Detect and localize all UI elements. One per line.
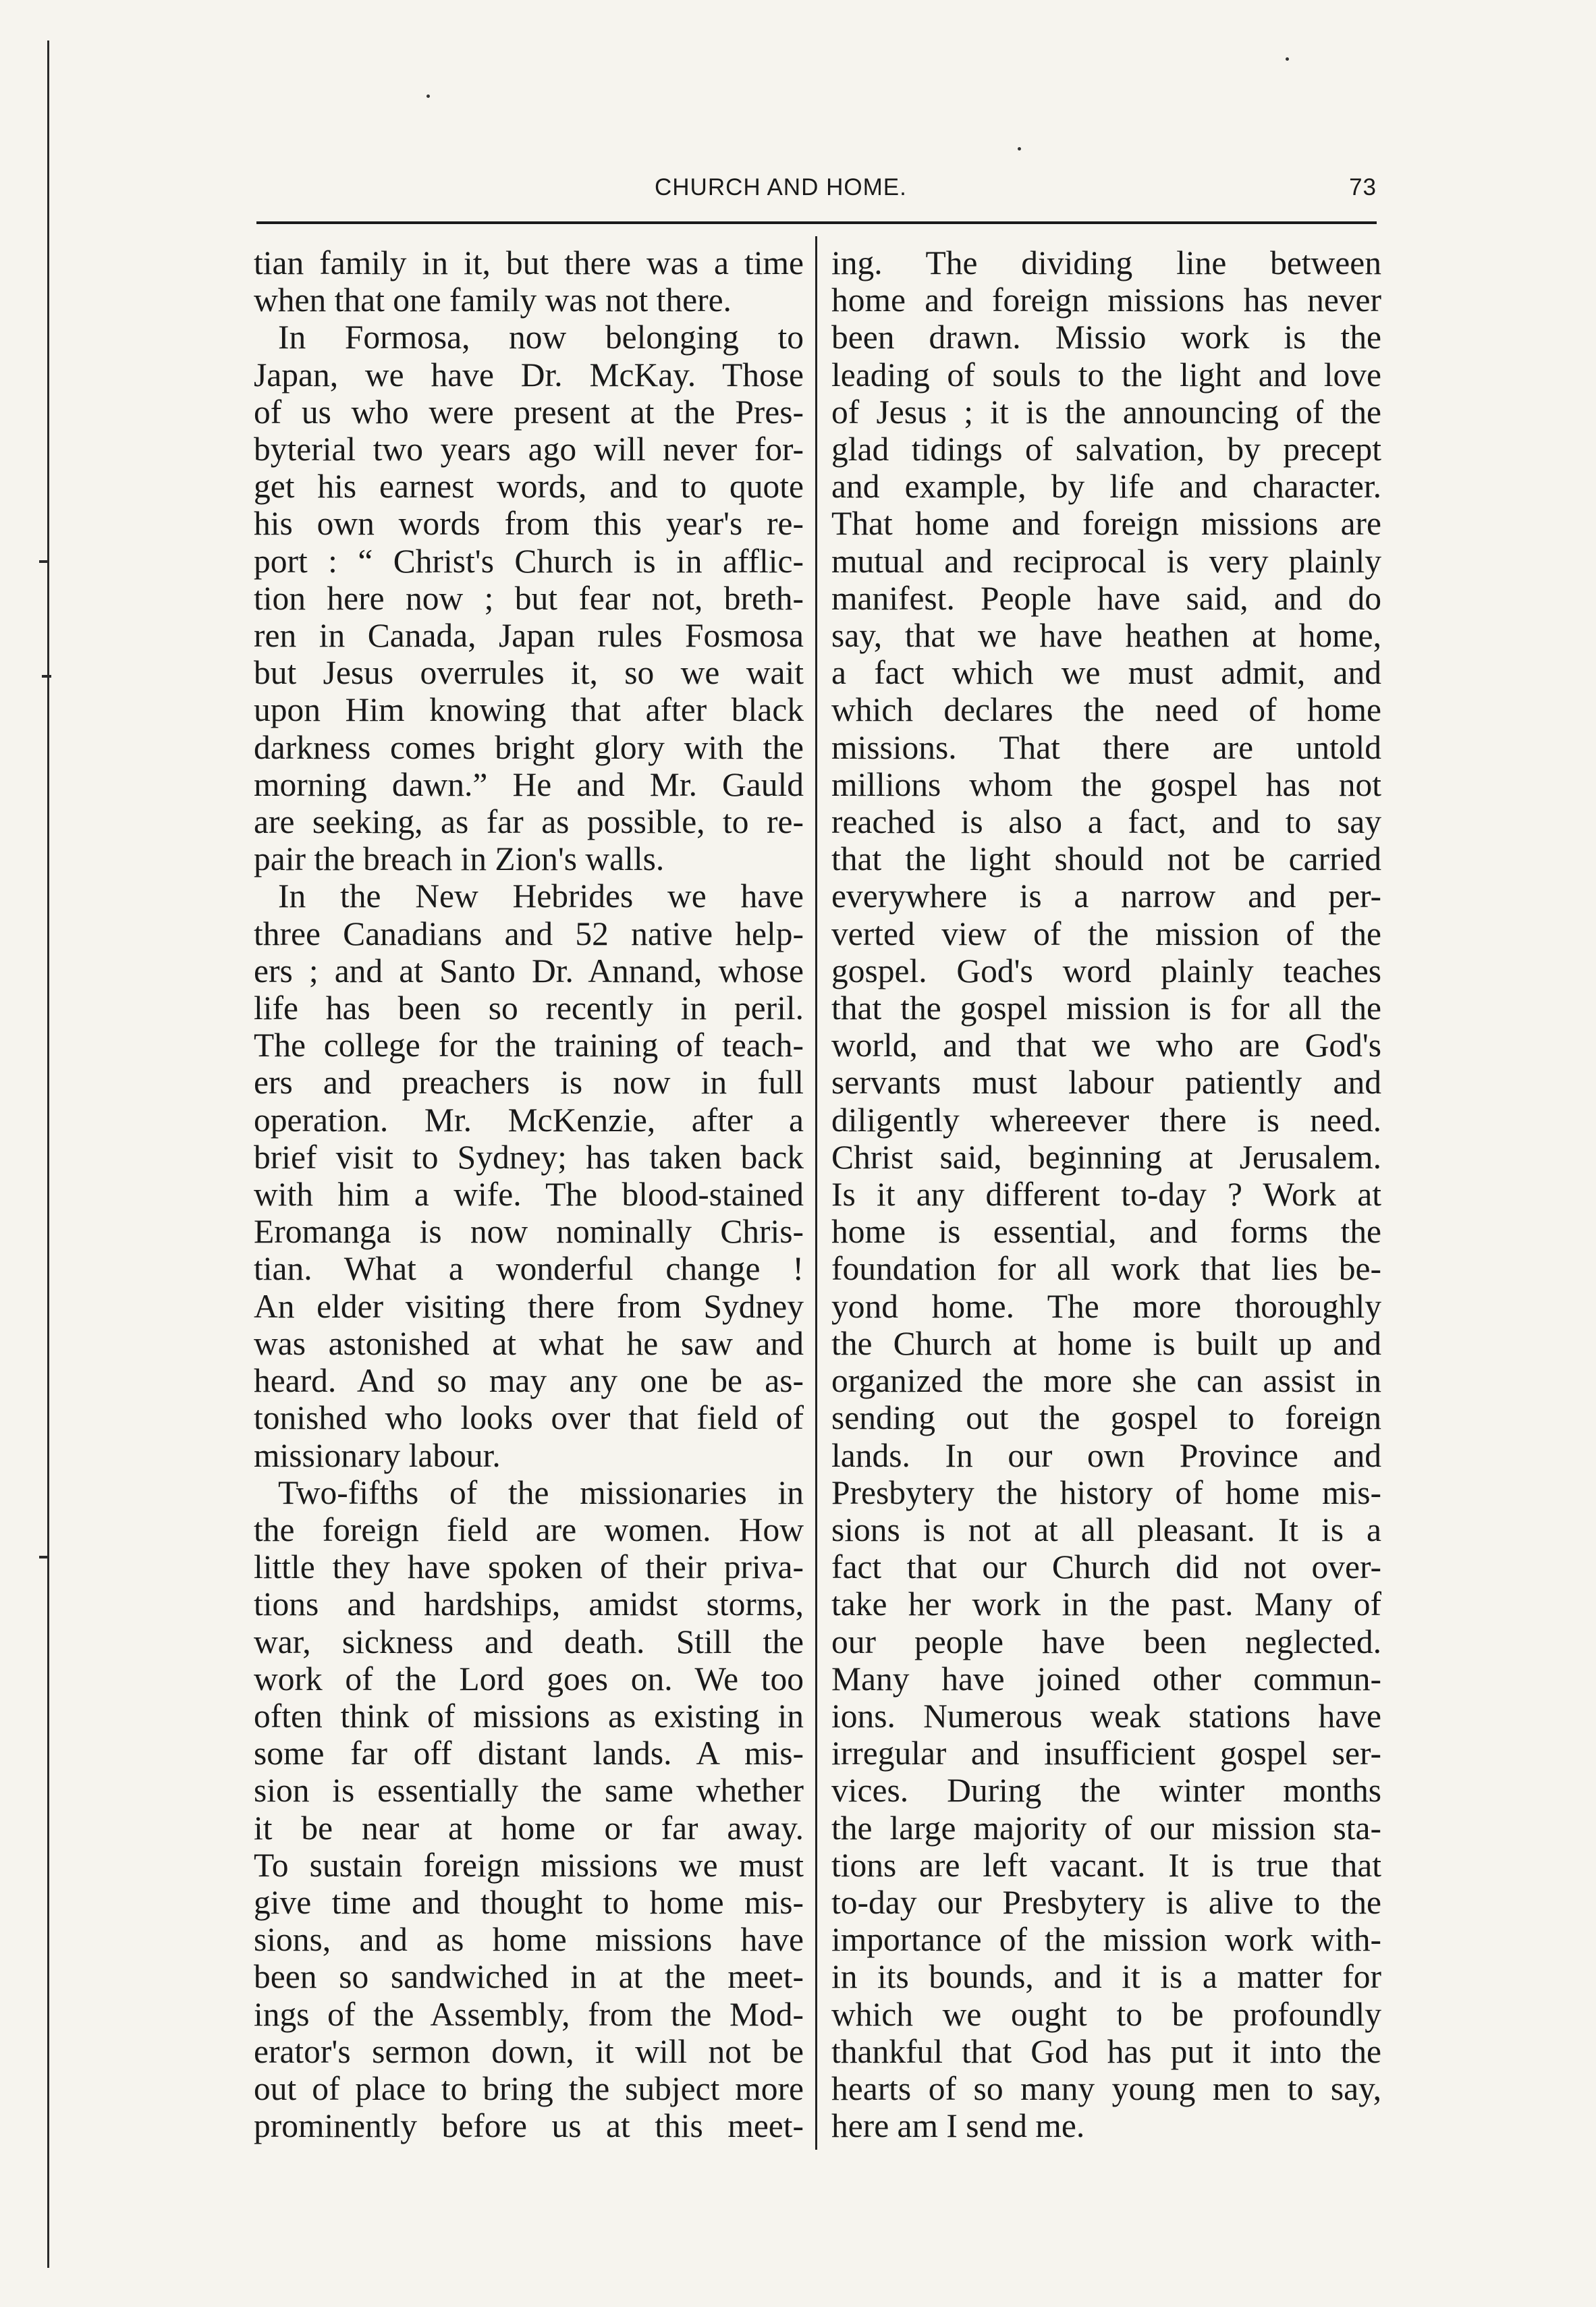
text-line: ers and preachers is now in full: [254, 1064, 804, 1102]
text-line: tian. What a wonderful change !: [254, 1250, 804, 1288]
text-line: irregular and insufficient gospel ser-: [831, 1735, 1381, 1772]
page-number: 73: [1349, 174, 1377, 200]
text-line: the large majority of our mission sta-: [831, 1809, 1381, 1847]
text-line: his own words from this year's re-: [254, 505, 804, 543]
text-line: byterial two years ago will never for-: [254, 431, 804, 468]
text-line: morning dawn.” He and Mr. Gauld: [254, 765, 804, 803]
text-line: port : “ Christ's Church is in afflic-: [254, 542, 804, 580]
text-line: gospel. God's word plainly teaches: [831, 952, 1381, 989]
text-line: That home and foreign missions are: [831, 505, 1381, 543]
text-line: and example, by life and character.: [831, 468, 1381, 506]
text-line: the foreign field are women. How: [254, 1511, 804, 1548]
text-line: millions whom the gospel has not: [831, 765, 1381, 803]
text-line: war, sickness and death. Still the: [254, 1623, 804, 1660]
text-line: ions. Numerous weak stations have: [831, 1697, 1381, 1735]
text-line: with him a wife. The blood-stained: [254, 1176, 804, 1214]
text-line: sending out the gospel to foreign: [831, 1399, 1381, 1437]
text-line: everywhere is a narrow and per-: [831, 877, 1381, 915]
text-line: take her work in the past. Many of: [831, 1585, 1381, 1623]
print-speck: [1286, 57, 1289, 61]
text-line: Is it any different to-day ? Work at: [831, 1176, 1381, 1214]
text-line: Presbytery the history of home mis-: [831, 1473, 1381, 1511]
text-line: the Church at home is built up and: [831, 1324, 1381, 1362]
margin-tick-mark: [39, 560, 49, 563]
text-line: sions, and as home missions have: [254, 1921, 804, 1959]
text-line: ings of the Assembly, from the Mod-: [254, 1995, 804, 2033]
text-line: home and foreign missions has never: [831, 281, 1381, 319]
text-line: organized the more she can assist in: [831, 1362, 1381, 1400]
page-header: [256, 167, 1377, 208]
text-line: sion is essentially the same whether: [254, 1772, 804, 1810]
text-line: of us who were present at the Pres-: [254, 393, 804, 431]
text-line: reached is also a fact, and to say: [831, 803, 1381, 841]
text-line: little they have spoken of their priva-: [254, 1548, 804, 1586]
text-line: glad tidings of salvation, by precept: [831, 431, 1381, 468]
text-line: operation. Mr. McKenzie, after a: [254, 1101, 804, 1139]
text-line: mutual and reciprocal is very plainly: [831, 542, 1381, 580]
text-line: three Canadians and 52 native help-: [254, 915, 804, 952]
text-line: when that one family was not there.: [254, 281, 732, 319]
text-line: importance of the mission work with-: [831, 1921, 1381, 1959]
text-line: world, and that we who are God's: [831, 1027, 1381, 1064]
text-line: some far off distant lands. A mis-: [254, 1735, 804, 1772]
text-line: darkness comes bright glory with the: [254, 728, 804, 766]
text-line: here am I send me.: [831, 2107, 1085, 2145]
text-line: been so sandwiched in at the meet-: [254, 1958, 804, 1996]
text-line: life has been so recently in peril.: [254, 989, 804, 1027]
text-line: diligently whereever there is need.: [831, 1101, 1381, 1139]
text-line: leading of souls to the light and love: [831, 356, 1381, 393]
text-line: Two-fifths of the missionaries in: [278, 1473, 804, 1511]
text-line: to-day our Presbytery is alive to the: [831, 1883, 1381, 1921]
text-line: which we ought to be profoundly: [831, 1995, 1381, 2033]
text-line: An elder visiting there from Sydney: [254, 1287, 804, 1325]
text-line: was astonished at what he saw and: [254, 1324, 804, 1362]
text-line: brief visit to Sydney; has taken back: [254, 1138, 804, 1176]
text-line: verted view of the mission of the: [831, 915, 1381, 952]
text-line: hearts of so many young men to say,: [831, 2069, 1381, 2107]
text-line: of Jesus ; it is the announcing of the: [831, 393, 1381, 431]
text-line: often think of missions as existing in: [254, 1697, 804, 1735]
text-line: pair the breach in Zion's walls.: [254, 840, 665, 878]
text-line: Christ said, beginning at Jerusalem.: [831, 1138, 1381, 1176]
binding-margin-line: [47, 40, 49, 2268]
text-line: In Formosa, now belonging to: [278, 319, 804, 356]
text-line: To sustain foreign missions we must: [254, 1846, 804, 1884]
text-line: ing. The dividing line between: [831, 244, 1381, 281]
column-divider: [815, 236, 817, 2150]
text-line: but Jesus overrules it, so we wait: [254, 654, 804, 692]
text-line: In the New Hebrides we have: [278, 877, 804, 915]
text-line: that the gospel mission is for all the: [831, 989, 1381, 1027]
text-line: The college for the training of teach-: [254, 1027, 804, 1064]
text-line: missions. That there are untold: [831, 728, 1381, 766]
text-line: get his earnest words, and to quote: [254, 468, 804, 506]
text-line: vices. During the winter months: [831, 1772, 1381, 1810]
right-column: [831, 244, 1381, 2144]
text-line: our people have been neglected.: [831, 1623, 1381, 1660]
text-line: say, that we have heathen at home,: [831, 617, 1381, 655]
text-line: missionary labour.: [254, 1436, 501, 1474]
text-line: ren in Canada, Japan rules Fosmosa: [254, 617, 804, 655]
text-line: Eromanga is now nominally Chris-: [254, 1213, 804, 1251]
text-line: been drawn. Missio work is the: [831, 319, 1381, 356]
text-line: are seeking, as far as possible, to re-: [254, 803, 804, 841]
text-line: yond home. The more thoroughly: [831, 1287, 1381, 1325]
margin-tick-mark: [42, 675, 51, 678]
text-line: home is essential, and forms the: [831, 1213, 1381, 1251]
text-line: thankful that God has put it into the: [831, 2032, 1381, 2070]
text-line: tonished who looks over that field of: [254, 1399, 804, 1437]
print-speck: [426, 94, 430, 98]
text-line: which declares the need of home: [831, 691, 1381, 729]
text-line: a fact which we must admit, and: [831, 654, 1381, 692]
text-line: give time and thought to home mis-: [254, 1883, 804, 1921]
left-column: [254, 244, 804, 2144]
text-line: work of the Lord goes on. We too: [254, 1660, 804, 1698]
text-line: Many have joined other commun-: [831, 1660, 1381, 1698]
text-line: upon Him knowing that after black: [254, 691, 804, 729]
running-title: CHURCH AND HOME.: [655, 174, 907, 200]
text-line: prominently before us at this meet-: [254, 2107, 804, 2145]
text-line: lands. In our own Province and: [831, 1436, 1381, 1474]
text-line: that the light should not be carried: [831, 840, 1381, 878]
print-speck: [1018, 147, 1021, 151]
header-rule: [256, 221, 1377, 224]
text-line: tion here now ; but fear not, breth-: [254, 579, 804, 617]
margin-tick-mark: [39, 1556, 49, 1558]
text-line: manifest. People have said, and do: [831, 579, 1381, 617]
text-line: tions are left vacant. It is true that: [831, 1846, 1381, 1884]
text-line: heard. And so may any one be as-: [254, 1362, 804, 1400]
text-line: tions and hardships, amidst storms,: [254, 1585, 804, 1623]
text-line: erator's sermon down, it will not be: [254, 2032, 804, 2070]
text-line: Japan, we have Dr. McKay. Those: [254, 356, 804, 393]
text-line: in its bounds, and it is a matter for: [831, 1958, 1381, 1996]
text-line: tian family in it, but there was a time: [254, 244, 804, 281]
text-line: foundation for all work that lies be-: [831, 1250, 1381, 1288]
text-line: ers ; and at Santo Dr. Annand, whose: [254, 952, 804, 989]
text-line: sions is not at all pleasant. It is a: [831, 1511, 1381, 1548]
text-line: fact that our Church did not over-: [831, 1548, 1381, 1586]
text-line: out of place to bring the subject more: [254, 2069, 804, 2107]
text-line: it be near at home or far away.: [254, 1809, 804, 1847]
text-line: servants must labour patiently and: [831, 1064, 1381, 1102]
